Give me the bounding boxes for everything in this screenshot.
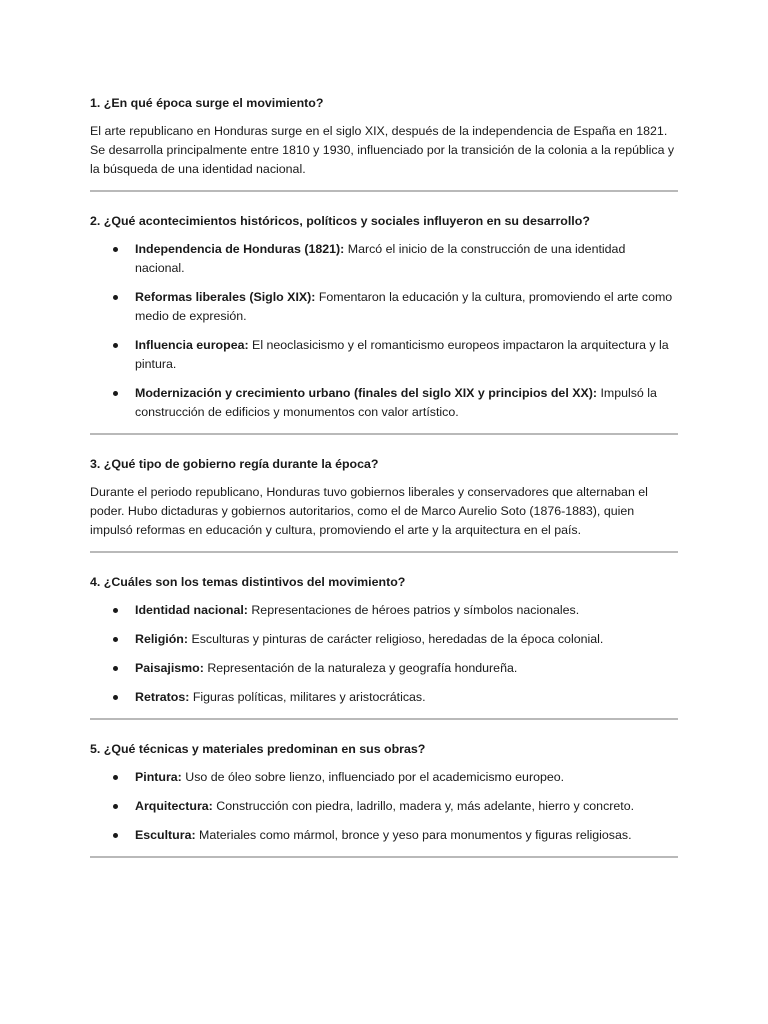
list-item-text: Representaciones de héroes patrios y símbolos nacionales. <box>247 603 580 617</box>
list-item-text: Marcó el inicio de la construcción de una identidad nacional. <box>135 242 626 275</box>
list-item-term: Paisajismo: <box>135 661 204 675</box>
list-item <box>90 630 678 649</box>
list-item-text: Esculturas y pinturas de carácter religioso, heredadas de la época colonial. <box>188 632 604 646</box>
list-item-term: Influencia europea: <box>135 338 249 352</box>
section-divider <box>90 190 678 192</box>
list-item <box>90 659 678 678</box>
list-item <box>90 601 678 620</box>
list-item <box>90 797 678 816</box>
bullet-icon <box>113 608 118 613</box>
list-item-term: Independencia de Honduras (1821): <box>135 242 345 256</box>
bullet-icon <box>113 833 118 838</box>
bullet-icon <box>113 343 118 348</box>
bullet-icon <box>113 804 118 809</box>
list-item <box>90 336 678 374</box>
list-item <box>90 768 678 787</box>
list-item <box>90 688 678 707</box>
list-item <box>90 240 678 278</box>
list-item-term: Arquitectura: <box>135 799 213 813</box>
question-heading: 4. ¿Cuáles son los temas distintivos del movimiento? <box>90 575 406 589</box>
bullet-icon <box>113 247 118 252</box>
list-item-text: Fomentaron la educación y la cultura, promoviendo el arte como medio de expresión. <box>135 290 673 323</box>
list-item-text: Impulsó la construcción de edificios y monumentos con valor artístico. <box>135 386 657 419</box>
section-techniques <box>90 740 678 845</box>
list-item-term: Pintura: <box>135 770 182 784</box>
list-item-term: Retratos: <box>135 690 190 704</box>
answer-paragraph: Durante el periodo republicano, Honduras tuvo gobiernos liberales y conservadores que alternaban el poder. Hubo dictaduras y gobiernos autoritarios, como el de Marco Aurelio Soto (1876-1883), quien impulsó reformas en educación y cultura, promoviendo el arte y la arquitectura en el país. <box>90 485 648 537</box>
bullet-list <box>90 601 678 707</box>
list-item <box>90 384 678 422</box>
list-item-term: Identidad nacional: <box>135 603 248 617</box>
bullet-list <box>90 768 678 845</box>
section-divider <box>90 433 678 435</box>
question-heading: 1. ¿En qué época surge el movimiento? <box>90 96 324 110</box>
list-item-term: Reformas liberales (Siglo XIX): <box>135 290 316 304</box>
list-item-term: Modernización y crecimiento urbano (finales del siglo XIX y principios del XX): <box>135 386 597 400</box>
list-item-text: Uso de óleo sobre lienzo, influenciado por el academicismo europeo. <box>181 770 565 784</box>
list-item-term: Escultura: <box>135 828 196 842</box>
bullet-icon <box>113 391 118 396</box>
bullet-icon <box>113 666 118 671</box>
section-divider <box>90 856 678 858</box>
section-epoch <box>90 94 678 179</box>
bullet-list <box>90 240 678 422</box>
section-themes <box>90 573 678 707</box>
list-item-text: Figuras políticas, militares y aristocráticas. <box>189 690 426 704</box>
section-historical-events <box>90 212 678 422</box>
bullet-icon <box>113 295 118 300</box>
list-item <box>90 288 678 326</box>
question-heading: 2. ¿Qué acontecimientos históricos, políticos y sociales influyeron en su desarrollo? <box>90 214 590 228</box>
list-item-text: El neoclasicismo y el romanticismo europeos impactaron la arquitectura y la pintura. <box>135 338 669 371</box>
section-government <box>90 455 678 540</box>
bullet-icon <box>113 695 118 700</box>
list-item-term: Religión: <box>135 632 188 646</box>
question-heading: 5. ¿Qué técnicas y materiales predominan en sus obras? <box>90 742 426 756</box>
section-divider <box>90 551 678 553</box>
list-item-text: Representación de la naturaleza y geografía hondureña. <box>203 661 518 675</box>
bullet-icon <box>113 775 118 780</box>
answer-paragraph: El arte republicano en Honduras surge en el siglo XIX, después de la independencia de España en 1821. Se desarrolla principalmente entre 1810 y 1930, influenciado por la transición de la colonia a la república y la búsqueda de una identidad nacional. <box>90 124 675 176</box>
bullet-icon <box>113 637 118 642</box>
list-item-text: Materiales como mármol, bronce y yeso para monumentos y figuras religiosas. <box>195 828 632 842</box>
question-heading: 3. ¿Qué tipo de gobierno regía durante la época? <box>90 457 379 471</box>
section-divider <box>90 718 678 720</box>
list-item-text: Construcción con piedra, ladrillo, madera y, más adelante, hierro y concreto. <box>212 799 635 813</box>
list-item <box>90 826 678 845</box>
